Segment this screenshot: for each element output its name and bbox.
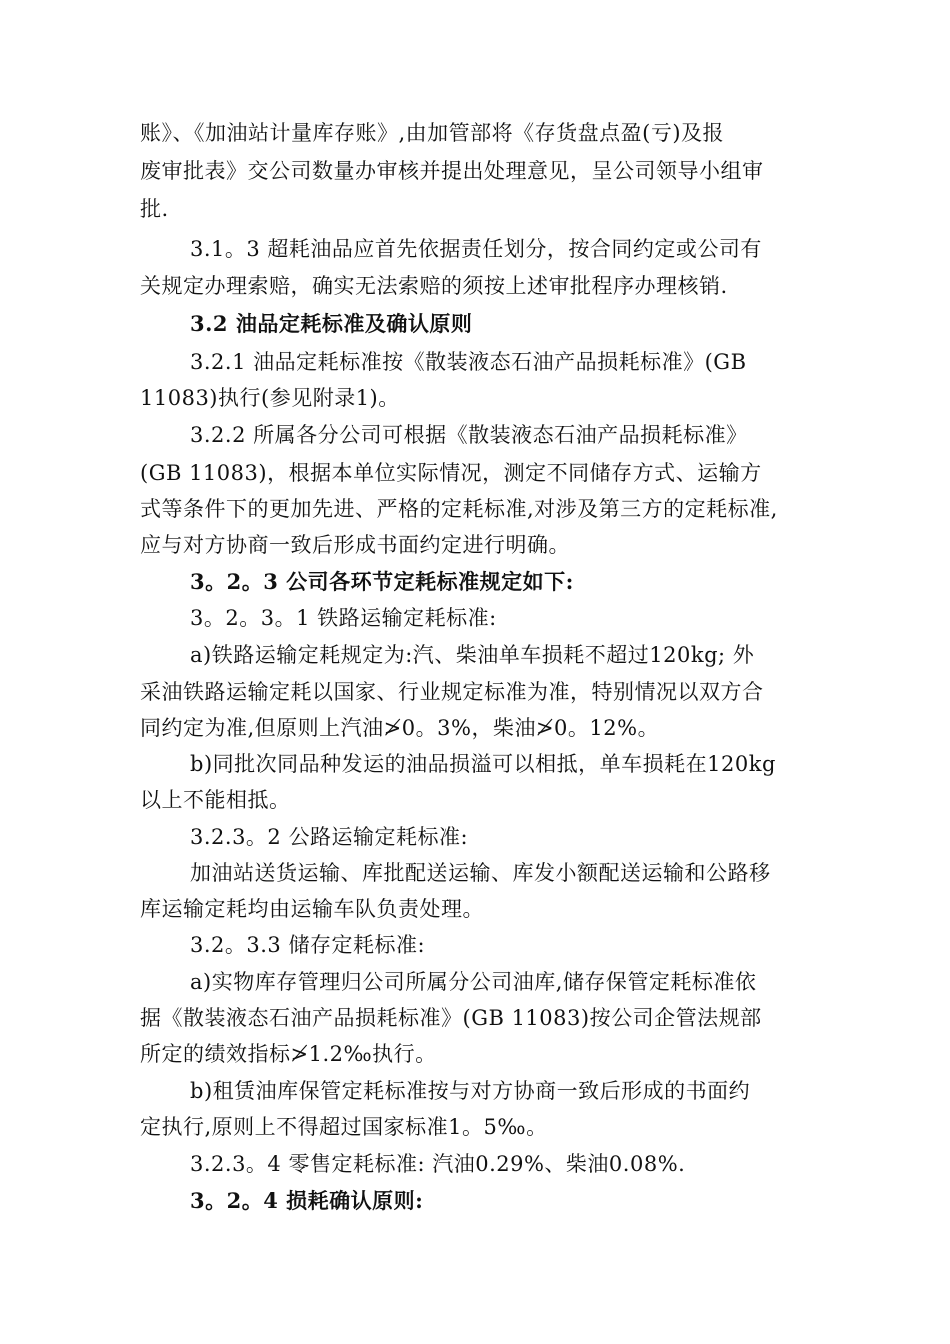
text-line: 以上不能相抵。: [140, 788, 291, 812]
text-line: a)铁路运输定耗规定为:汽、柴油单车损耗不超过120kg; 外: [190, 643, 755, 667]
section-heading: 3。2。3 公司各环节定耗标准规定如下:: [190, 569, 574, 594]
text-line: 3.2.2 所属各分公司可根据《散装液态石油产品损耗标准》: [190, 423, 748, 447]
text-line: 3.1。3 超耗油品应首先依据责任划分，按合同约定或公司有: [190, 237, 762, 261]
text-line: 所定的绩效指标≯1.2‰执行。: [140, 1042, 437, 1066]
text-line: 定执行,原则上不得超过国家标准1。5‰。: [140, 1115, 548, 1139]
text-line: 同约定为准,但原则上汽油≯0。3%，柴油≯0。12%。: [140, 716, 660, 740]
text-line: 应与对方协商一致后形成书面约定进行明确。: [140, 533, 570, 557]
text-line: 11083)执行(参见附录1)。: [140, 386, 400, 410]
text-line: a)实物库存管理归公司所属分公司油库,储存保管定耗标准依: [190, 970, 757, 994]
text-line: 3.2。3.3 储存定耗标准:: [190, 933, 426, 957]
text-line: 加油站送货运输、库批配送运输、库发小额配送运输和公路移: [190, 861, 771, 885]
text-line: 关规定办理索赔，确实无法索赔的须按上述审批程序办理核销.: [140, 274, 728, 298]
section-heading: 3。2。4 损耗确认原则:: [190, 1188, 424, 1213]
text-line: 3.2.3。4 零售定耗标准: 汽油0.29%、柴油0.08%.: [190, 1152, 686, 1176]
text-line: 3。2。3。1 铁路运输定耗标准:: [190, 606, 497, 630]
text-line: 账》、《加油站计量库存账》,由加管部将《存货盘点盈(亏)及报: [140, 121, 725, 145]
text-line: 式等条件下的更加先进、严格的定耗标准,对涉及第三方的定耗标准,: [140, 497, 778, 521]
text-line: 库运输定耗均由运输车队负责处理。: [140, 897, 484, 921]
text-line: 3.2.3。2 公路运输定耗标准:: [190, 825, 469, 849]
text-line: 采油铁路运输定耗以国家、行业规定标准为准，特别情况以双方合: [140, 680, 764, 704]
text-line: 据《散装液态石油产品损耗标准》(GB 11083)按公司企管法规部: [140, 1006, 762, 1030]
text-line: (GB 11083)，根据本单位实际情况，测定不同储存方式、运输方: [140, 461, 762, 485]
text-line: 废审批表》交公司数量办审核并提出处理意见，呈公司领导小组审: [140, 159, 764, 183]
text-line: 3.2.1 油品定耗标准按《散装液态石油产品损耗标准》(GB: [190, 350, 747, 374]
text-line: 批.: [140, 197, 169, 221]
text-line: b)租赁油库保管定耗标准按与对方协商一致后形成的书面约: [190, 1079, 751, 1103]
section-heading: 3.2 油品定耗标准及确认原则: [190, 311, 473, 336]
text-line: b)同批次同品种发运的油品损溢可以相抵，单车损耗在120kg: [190, 752, 776, 776]
